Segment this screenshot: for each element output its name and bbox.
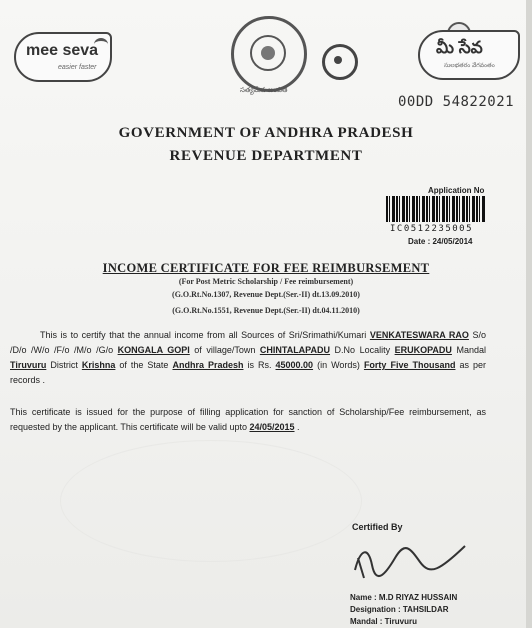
certificate-title: INCOME CERTIFICATE FOR FEE REIMBURSEMENT: [102, 261, 430, 275]
signatory-mandal: Mandal : Tiruvuru: [350, 617, 417, 626]
government-heading: GOVERNMENT OF ANDHRA PRADESH: [118, 125, 414, 141]
logo-swoosh-icon: [94, 38, 108, 51]
application-no-label: Application No: [428, 186, 485, 195]
watermark-shape: [60, 440, 362, 562]
meeseva-logo-text: mee seva: [26, 42, 99, 59]
income-amount: 45000.00: [275, 360, 314, 370]
go-reference-2: (G.O.Rt.No.1551, Revenue Dept.(Ser.-II) dt.04.11.2010): [172, 306, 360, 315]
relation-name: KONGALA GOPI: [117, 345, 190, 355]
certificate-paragraph-2: This certificate is issued for the purpose of filling application for sanction of Scholarship/Fee reimbursement, as requested by the applicant. This certificate will be valid upto 24/05/2015 .: [10, 407, 486, 432]
state-name: Andhra Pradesh: [172, 360, 244, 370]
application-number: IC0512235005: [390, 224, 474, 234]
meeseva-telugu-tagline: సులభతరం వేగవంతం: [444, 63, 495, 69]
signatory-name: Name : M.D RIYAZ HUSSAIN: [350, 593, 458, 602]
meeseva-logo-left: [14, 32, 112, 82]
certified-by-label: Certified By: [352, 522, 403, 532]
state-emblem-icon: [231, 16, 307, 92]
department-heading: REVENUE DEPARTMENT: [169, 148, 363, 164]
village-name: CHINTALAPADU: [259, 345, 331, 355]
issue-date: Date : 24/05/2014: [408, 237, 473, 246]
meeseva-telugu-text: మీ సేవ: [436, 38, 483, 57]
wheel-emblem-icon: [322, 44, 358, 80]
go-reference-1: (G.O.Rt.No.1307, Revenue Dept.(Ser.-II) dt.13.09.2010): [172, 290, 360, 299]
income-amount-words: Forty Five Thousand: [363, 360, 456, 370]
mandal-name: Tiruvuru: [10, 360, 47, 370]
barcode-icon: [386, 196, 486, 222]
meeseva-logo-right: [418, 30, 520, 80]
signatory-designation: Designation : TAHSILDAR: [350, 605, 449, 614]
applicant-name: VENKATESWARA RAO: [369, 330, 469, 340]
certificate-paragraph-1: This is to certify that the annual income from all Sources of Sri/Srimathi/Kumari VENKATESWARA RAO S/o /D/o /W/o /F/o /M/o /G/o KONGALA GOPI of village/Town CHINTALAPADU D.No Locality ERUKOPADU Mandal Tiruvuru District Krishna of the State Andhra Pradesh is Rs. 45000.00 (in Words) Forty Five Thousand as per records .: [10, 330, 486, 385]
valid-upto-date: 24/05/2015: [249, 422, 295, 432]
emblem-caption: సత్యమేవ జయతే: [240, 87, 288, 94]
signature-icon: [350, 540, 470, 580]
meeseva-logo-tagline: easier faster: [58, 64, 97, 71]
certificate-subtitle: (For Post Metric Scholarship / Fee reimbursement): [178, 277, 354, 286]
district-name: Krishna: [81, 360, 116, 370]
serial-number: 00DD 54822021: [398, 94, 515, 110]
locality-name: ERUKOPADU: [394, 345, 452, 355]
